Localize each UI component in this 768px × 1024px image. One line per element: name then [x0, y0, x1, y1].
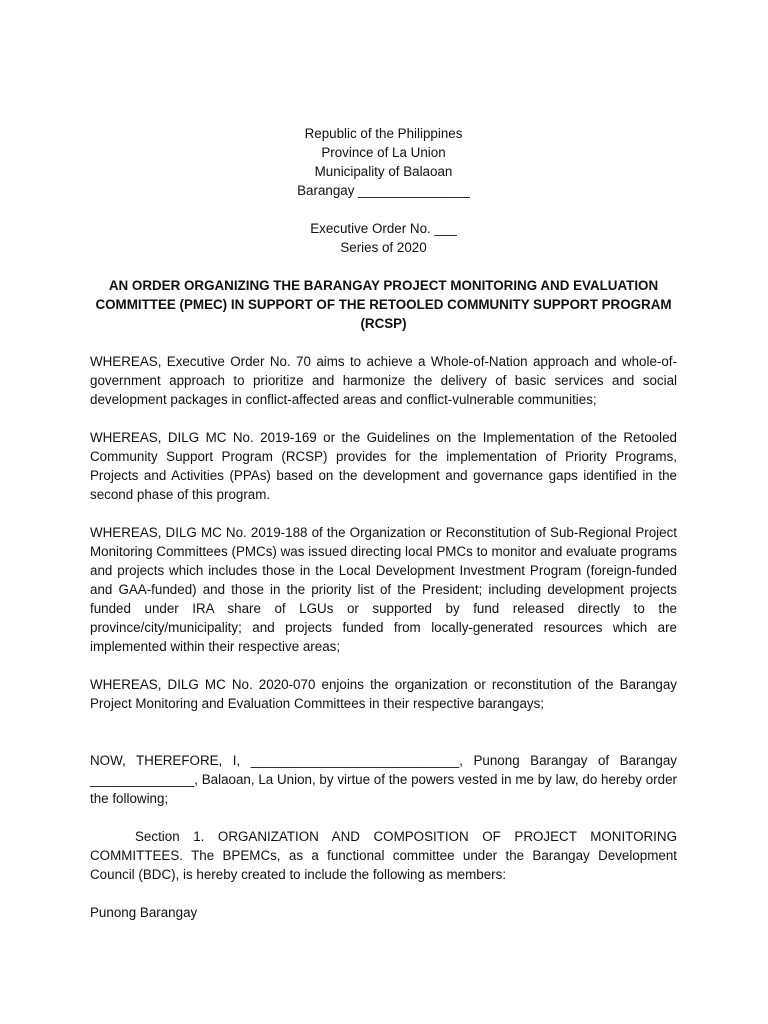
whereas-clause-4: WHEREAS, DILG MC No. 2020-070 enjoins the organization or reconstitution of the Barangay Project Monitoring and Evaluation Committees in their respective barangays;	[90, 677, 677, 711]
whereas-clause-2: WHEREAS, DILG MC No. 2019-169 or the Guidelines on the Implementation of the Retooled Community Support Program (RCSP) provides for the implementation of Priority Programs, Projects and Activities (PPAs) based on the development and governance gaps identified in the second phase of this program.	[90, 430, 677, 502]
document-title: AN ORDER ORGANIZING THE BARANGAY PROJECT MONITORING AND EVALUATION COMMITTEE (PMEC) IN SUPPORT OF THE RETOOLED COMMUNITY SUPPORT PROGRAM (RCSP)	[95, 278, 672, 331]
section-1: Section 1. ORGANIZATION AND COMPOSITION OF PROJECT MONITORING COMMITTEES. The BPEMCs, as a functional committee under the Barangay Development Council (BDC), is hereby created to include the following as members:	[90, 829, 677, 882]
spacer	[90, 200, 677, 219]
series-year: Series of 2020	[340, 240, 427, 255]
header-province: Province of La Union	[321, 145, 446, 160]
now-therefore-clause: NOW, THEREFORE, I, ____________________________, Punong Barangay of Barangay ______________, Balaoan, La Union, by virtue of the powers vested in me by law, do hereby order the following;	[90, 753, 677, 806]
document-page	[90, 124, 677, 922]
member-list-item: Punong Barangay	[90, 905, 198, 920]
header-republic: Republic of the Philippines	[304, 126, 463, 141]
header-barangay: Barangay _______________	[297, 183, 470, 198]
document-header	[90, 124, 677, 257]
header-municipality: Municipality of Balaoan	[314, 164, 453, 179]
whereas-clause-3: WHEREAS, DILG MC No. 2019-188 of the Organization or Reconstitution of Sub-Regional Project Monitoring Committees (PMCs) was issued directing local PMCs to monitor and evaluate programs and projects which includes those in the Local Development Investment Program (foreign-funded and GAA-funded) and those in the priority list of the President; including development projects funded under IRA share of LGUs or supported by fund released directly to the province/city/municipality; and projects funded from locally-generated resources which are implemented within their respective areas;	[90, 525, 677, 654]
whereas-clause-1: WHEREAS, Executive Order No. 70 aims to achieve a Whole-of-Nation approach and whole-of-government approach to prioritize and harmonize the delivery of basic services and social development packages in conflict-affected areas and conflict-vulnerable communities;	[90, 354, 677, 407]
executive-order-number: Executive Order No. ___	[310, 221, 457, 236]
